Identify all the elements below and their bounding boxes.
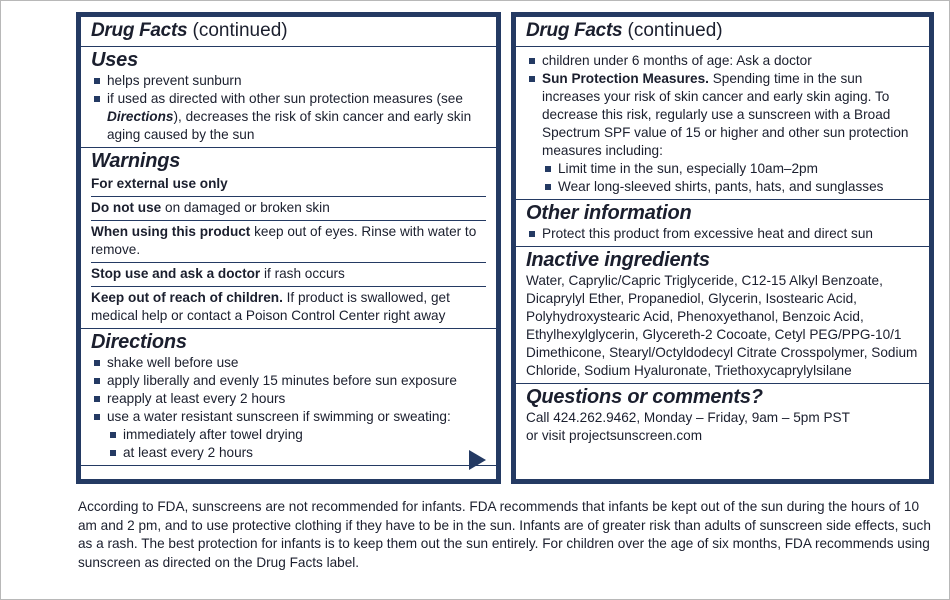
warnings-heading: Warnings bbox=[91, 150, 181, 172]
warning-row: When using this product keep out of eyes. Rinse with water to remove. bbox=[91, 221, 486, 263]
drug-facts-header bbox=[516, 17, 929, 47]
list-item: helps prevent sunburn bbox=[91, 72, 486, 90]
directions-reference: Directions bbox=[107, 109, 174, 124]
list-item: use a water resistant sunscreen if swimming or sweating: bbox=[91, 408, 486, 426]
arrow-right-icon bbox=[469, 450, 486, 470]
list-item: apply liberally and evenly 15 minutes before sun exposure bbox=[91, 372, 486, 390]
list-item: children under 6 months of age: Ask a doctor bbox=[526, 52, 919, 70]
warnings-section bbox=[81, 148, 496, 329]
sub-list-item: Limit time in the sun, especially 10am–2pm bbox=[542, 160, 919, 178]
uses-heading: Uses bbox=[91, 49, 139, 71]
drug-facts-title: Drug Facts bbox=[526, 20, 623, 41]
sub-list-item: at least every 2 hours bbox=[107, 444, 486, 462]
sub-list-item: Wear long-sleeved shirts, pants, hats, and sunglasses bbox=[542, 178, 919, 196]
drug-facts-header bbox=[81, 17, 496, 47]
list-item: reapply at least every 2 hours bbox=[91, 390, 486, 408]
drug-facts-panel-right bbox=[511, 12, 934, 484]
other-information-section bbox=[516, 200, 929, 247]
inactive-ingredients-section bbox=[516, 247, 929, 384]
sub-list-item: immediately after towel drying bbox=[107, 426, 486, 444]
other-information-heading: Other information bbox=[526, 202, 692, 224]
list-item: Protect this product from excessive heat and direct sun bbox=[526, 225, 919, 243]
drug-facts-title: Drug Facts bbox=[91, 20, 188, 41]
questions-section bbox=[516, 384, 929, 448]
warning-row: Do not use on damaged or broken skin bbox=[91, 197, 486, 221]
inactive-ingredients-text: Water, Caprylic/Capric Triglyceride, C12-15 Alkyl Benzoate, Dicaprylyl Ether, Propanediol, Glycerin, Isostearic Acid, Polyhydroxystearic Acid, Phenoxyethanol, Benzoic Acid, Ethylhexylglycerin, Glycereth-2 Cocoate, Cetyl PEG/PPG-10/1 Dimethicone, Stearyl/Octyldodecyl Citrate Crosspolymer, Sodium Chloride, Sodium Hyaluronate, Triethoxycaprylylsilane bbox=[526, 273, 918, 378]
warning-row: For external use only bbox=[91, 173, 486, 197]
directions-continued-section bbox=[516, 47, 929, 200]
list-item: Sun Protection Measures. Spending time in the sun increases your risk of skin cancer and early skin aging. To decrease this risk, regularly use a sunscreen with a Broad Spectrum SPF value of 15 or higher and other sun protection measures including: bbox=[526, 70, 919, 160]
uses-section bbox=[81, 47, 496, 148]
drug-facts-panel-left bbox=[76, 12, 501, 484]
warning-row: Keep out of reach of children. If product is swallowed, get medical help or contact a Poison Control Center right away bbox=[91, 290, 450, 323]
directions-heading: Directions bbox=[91, 331, 187, 353]
continued-label: (continued) bbox=[187, 20, 288, 41]
continued-label: (continued) bbox=[622, 20, 723, 41]
list-item: if used as directed with other sun protection measures (see Directions), decreases the risk of skin cancer and early skin aging caused by the sun bbox=[91, 90, 486, 144]
warning-row: Stop use and ask a doctor if rash occurs bbox=[91, 263, 486, 287]
fda-infant-note: According to FDA, sunscreens are not recommended for infants. FDA recommends that infants be kept out of the sun during the hours of 10 am and 2 pm, and to use protective clothing if they have to be in the sun. Infants are of greater risk than adults of sunscreen side effects, such as a rash. The best protection for infants is to keep them out the sun entirely. For children over the age of six months, FDA recommends using sunscreen as directed on the Drug Facts label. bbox=[78, 499, 931, 570]
inactive-ingredients-heading: Inactive ingredients bbox=[526, 249, 710, 271]
contact-website: or visit projectsunscreen.com bbox=[526, 428, 703, 443]
questions-heading: Questions or comments? bbox=[526, 386, 763, 408]
directions-section bbox=[81, 329, 496, 466]
contact-phone: Call 424.262.9462, Monday – Friday, 9am – 5pm PST bbox=[526, 410, 850, 425]
list-item: shake well before use bbox=[91, 354, 486, 372]
